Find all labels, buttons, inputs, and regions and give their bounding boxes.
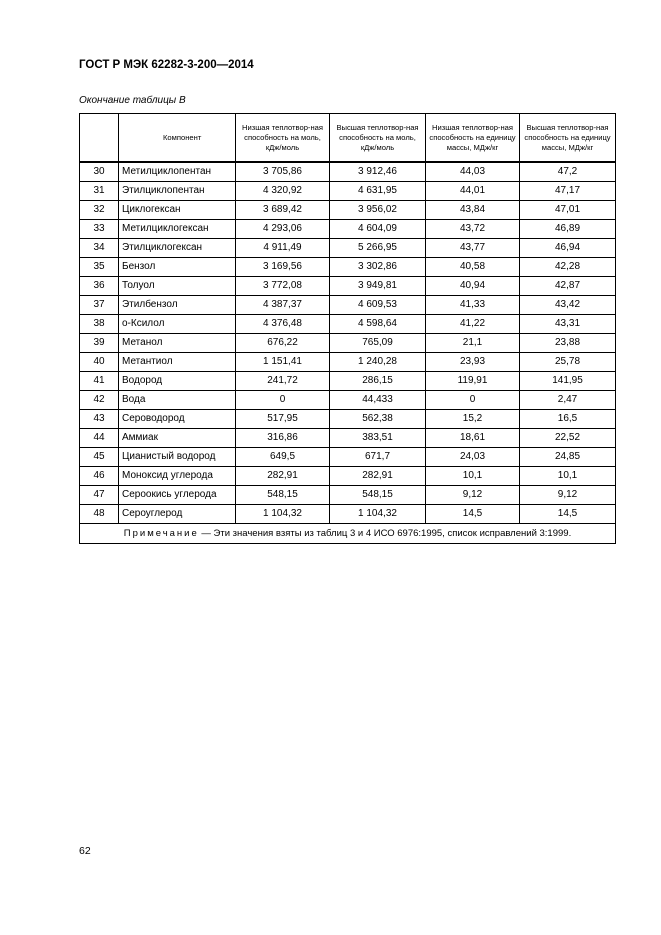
table-row bbox=[80, 182, 616, 201]
row-number: 37 bbox=[80, 296, 119, 315]
table-row bbox=[80, 467, 616, 486]
row-number: 46 bbox=[80, 467, 119, 486]
higher-mass-value: 43,42 bbox=[520, 296, 616, 315]
component-name: Метанол bbox=[119, 334, 236, 353]
higher-molar-value: 671,7 bbox=[330, 448, 426, 467]
lower-molar-value: 676,22 bbox=[236, 334, 330, 353]
higher-mass-value: 9,12 bbox=[520, 486, 616, 505]
table-row bbox=[80, 372, 616, 391]
table-row bbox=[80, 315, 616, 334]
higher-molar-value: 562,38 bbox=[330, 410, 426, 429]
higher-mass-value: 42,87 bbox=[520, 277, 616, 296]
note-row bbox=[80, 524, 616, 544]
higher-mass-value: 10,1 bbox=[520, 467, 616, 486]
lower-molar-value: 4 376,48 bbox=[236, 315, 330, 334]
header-number bbox=[80, 114, 119, 163]
component-name: Бензол bbox=[119, 258, 236, 277]
row-number: 40 bbox=[80, 353, 119, 372]
row-number: 30 bbox=[80, 162, 119, 182]
lower-molar-value: 4 320,92 bbox=[236, 182, 330, 201]
heating-values-table bbox=[79, 113, 616, 544]
component-name: Водород bbox=[119, 372, 236, 391]
component-name: Аммиак bbox=[119, 429, 236, 448]
lower-mass-value: 14,5 bbox=[426, 505, 520, 524]
row-number: 39 bbox=[80, 334, 119, 353]
lower-mass-value: 41,33 bbox=[426, 296, 520, 315]
higher-molar-value: 3 949,81 bbox=[330, 277, 426, 296]
lower-mass-value: 44,03 bbox=[426, 162, 520, 182]
lower-mass-value: 9,12 bbox=[426, 486, 520, 505]
header-lower-mass: Низшая теплотвор-ная способность на единицу массы, МДж/кг bbox=[426, 114, 520, 163]
component-name: Сероводород bbox=[119, 410, 236, 429]
component-name: о-Ксилол bbox=[119, 315, 236, 334]
component-name: Метилциклопентан bbox=[119, 162, 236, 182]
table-row bbox=[80, 410, 616, 429]
header-component: Компонент bbox=[119, 114, 236, 163]
lower-molar-value: 4 293,06 bbox=[236, 220, 330, 239]
lower-molar-value: 3 169,56 bbox=[236, 258, 330, 277]
lower-mass-value: 119,91 bbox=[426, 372, 520, 391]
row-number: 48 bbox=[80, 505, 119, 524]
lower-mass-value: 0 bbox=[426, 391, 520, 410]
row-number: 31 bbox=[80, 182, 119, 201]
lower-molar-value: 3 772,08 bbox=[236, 277, 330, 296]
lower-mass-value: 44,01 bbox=[426, 182, 520, 201]
higher-mass-value: 47,17 bbox=[520, 182, 616, 201]
higher-mass-value: 25,78 bbox=[520, 353, 616, 372]
table-row bbox=[80, 353, 616, 372]
row-number: 41 bbox=[80, 372, 119, 391]
component-name: Метилциклогексан bbox=[119, 220, 236, 239]
higher-molar-value: 4 609,53 bbox=[330, 296, 426, 315]
table-row bbox=[80, 162, 616, 182]
higher-mass-value: 24,85 bbox=[520, 448, 616, 467]
higher-mass-value: 46,94 bbox=[520, 239, 616, 258]
lower-mass-value: 43,77 bbox=[426, 239, 520, 258]
lower-molar-value: 517,95 bbox=[236, 410, 330, 429]
lower-mass-value: 41,22 bbox=[426, 315, 520, 334]
higher-molar-value: 3 912,46 bbox=[330, 162, 426, 182]
lower-mass-value: 40,58 bbox=[426, 258, 520, 277]
higher-mass-value: 47,01 bbox=[520, 201, 616, 220]
row-number: 32 bbox=[80, 201, 119, 220]
lower-molar-value: 0 bbox=[236, 391, 330, 410]
row-number: 33 bbox=[80, 220, 119, 239]
component-name: Цианистый водород bbox=[119, 448, 236, 467]
higher-molar-value: 4 598,64 bbox=[330, 315, 426, 334]
component-name: Сероокись углерода bbox=[119, 486, 236, 505]
lower-mass-value: 43,84 bbox=[426, 201, 520, 220]
lower-molar-value: 649,5 bbox=[236, 448, 330, 467]
table-header bbox=[80, 114, 616, 163]
lower-mass-value: 10,1 bbox=[426, 467, 520, 486]
higher-mass-value: 14,5 bbox=[520, 505, 616, 524]
row-number: 44 bbox=[80, 429, 119, 448]
lower-molar-value: 1 104,32 bbox=[236, 505, 330, 524]
lower-molar-value: 4 387,37 bbox=[236, 296, 330, 315]
lower-mass-value: 18,61 bbox=[426, 429, 520, 448]
higher-molar-value: 1 240,28 bbox=[330, 353, 426, 372]
higher-molar-value: 4 604,09 bbox=[330, 220, 426, 239]
lower-mass-value: 40,94 bbox=[426, 277, 520, 296]
table-body bbox=[80, 162, 616, 524]
table-row bbox=[80, 201, 616, 220]
lower-molar-value: 241,72 bbox=[236, 372, 330, 391]
row-number: 38 bbox=[80, 315, 119, 334]
lower-mass-value: 21,1 bbox=[426, 334, 520, 353]
table-row bbox=[80, 296, 616, 315]
table-note bbox=[80, 524, 616, 544]
lower-mass-value: 23,93 bbox=[426, 353, 520, 372]
higher-mass-value: 16,5 bbox=[520, 410, 616, 429]
table-row bbox=[80, 505, 616, 524]
table-row bbox=[80, 429, 616, 448]
higher-mass-value: 2,47 bbox=[520, 391, 616, 410]
higher-molar-value: 5 266,95 bbox=[330, 239, 426, 258]
higher-molar-value: 282,91 bbox=[330, 467, 426, 486]
row-number: 45 bbox=[80, 448, 119, 467]
lower-mass-value: 24,03 bbox=[426, 448, 520, 467]
lower-molar-value: 282,91 bbox=[236, 467, 330, 486]
page-number: 62 bbox=[79, 845, 91, 857]
component-name: Циклогексан bbox=[119, 201, 236, 220]
lower-molar-value: 4 911,49 bbox=[236, 239, 330, 258]
note-text: — Эти значения взяты из таблиц 3 и 4 ИСО 6976:1995, список исправлений 3:1999. bbox=[198, 528, 572, 539]
higher-molar-value: 3 302,86 bbox=[330, 258, 426, 277]
component-name: Толуол bbox=[119, 277, 236, 296]
higher-molar-value: 548,15 bbox=[330, 486, 426, 505]
row-number: 36 bbox=[80, 277, 119, 296]
higher-mass-value: 43,31 bbox=[520, 315, 616, 334]
component-name: Метантиол bbox=[119, 353, 236, 372]
component-name: Моноксид углерода bbox=[119, 467, 236, 486]
component-name: Сероуглерод bbox=[119, 505, 236, 524]
row-number: 43 bbox=[80, 410, 119, 429]
higher-mass-value: 23,88 bbox=[520, 334, 616, 353]
higher-molar-value: 44,433 bbox=[330, 391, 426, 410]
higher-mass-value: 47,2 bbox=[520, 162, 616, 182]
higher-mass-value: 141,95 bbox=[520, 372, 616, 391]
lower-mass-value: 15,2 bbox=[426, 410, 520, 429]
table-row bbox=[80, 239, 616, 258]
lower-molar-value: 1 151,41 bbox=[236, 353, 330, 372]
table-row bbox=[80, 258, 616, 277]
higher-molar-value: 286,15 bbox=[330, 372, 426, 391]
component-name: Этилбензол bbox=[119, 296, 236, 315]
row-number: 42 bbox=[80, 391, 119, 410]
component-name: Этилциклопентан bbox=[119, 182, 236, 201]
lower-molar-value: 3 705,86 bbox=[236, 162, 330, 182]
higher-mass-value: 46,89 bbox=[520, 220, 616, 239]
table-row bbox=[80, 334, 616, 353]
row-number: 47 bbox=[80, 486, 119, 505]
table-row bbox=[80, 448, 616, 467]
header-higher-mass: Высшая теплотвор-ная способность на единицу массы, МДж/кг bbox=[520, 114, 616, 163]
lower-molar-value: 316,86 bbox=[236, 429, 330, 448]
table-row bbox=[80, 220, 616, 239]
higher-molar-value: 1 104,32 bbox=[330, 505, 426, 524]
row-number: 35 bbox=[80, 258, 119, 277]
document-header: ГОСТ Р МЭК 62282-3-200—2014 bbox=[79, 59, 254, 71]
lower-molar-value: 3 689,42 bbox=[236, 201, 330, 220]
table-caption: Окончание таблицы В bbox=[79, 95, 186, 106]
header-lower-molar: Низшая теплотвор-ная способность на моль, кДж/моль bbox=[236, 114, 330, 163]
lower-molar-value: 548,15 bbox=[236, 486, 330, 505]
note-label: Примечание bbox=[123, 528, 199, 539]
table-row bbox=[80, 391, 616, 410]
table-row bbox=[80, 277, 616, 296]
lower-mass-value: 43,72 bbox=[426, 220, 520, 239]
higher-molar-value: 4 631,95 bbox=[330, 182, 426, 201]
component-name: Вода bbox=[119, 391, 236, 410]
row-number: 34 bbox=[80, 239, 119, 258]
table-row bbox=[80, 486, 616, 505]
component-name: Этилциклогексан bbox=[119, 239, 236, 258]
higher-mass-value: 22,52 bbox=[520, 429, 616, 448]
higher-molar-value: 765,09 bbox=[330, 334, 426, 353]
higher-mass-value: 42,28 bbox=[520, 258, 616, 277]
header-higher-molar: Высшая теплотвор-ная способность на моль, кДж/моль bbox=[330, 114, 426, 163]
higher-molar-value: 383,51 bbox=[330, 429, 426, 448]
higher-molar-value: 3 956,02 bbox=[330, 201, 426, 220]
